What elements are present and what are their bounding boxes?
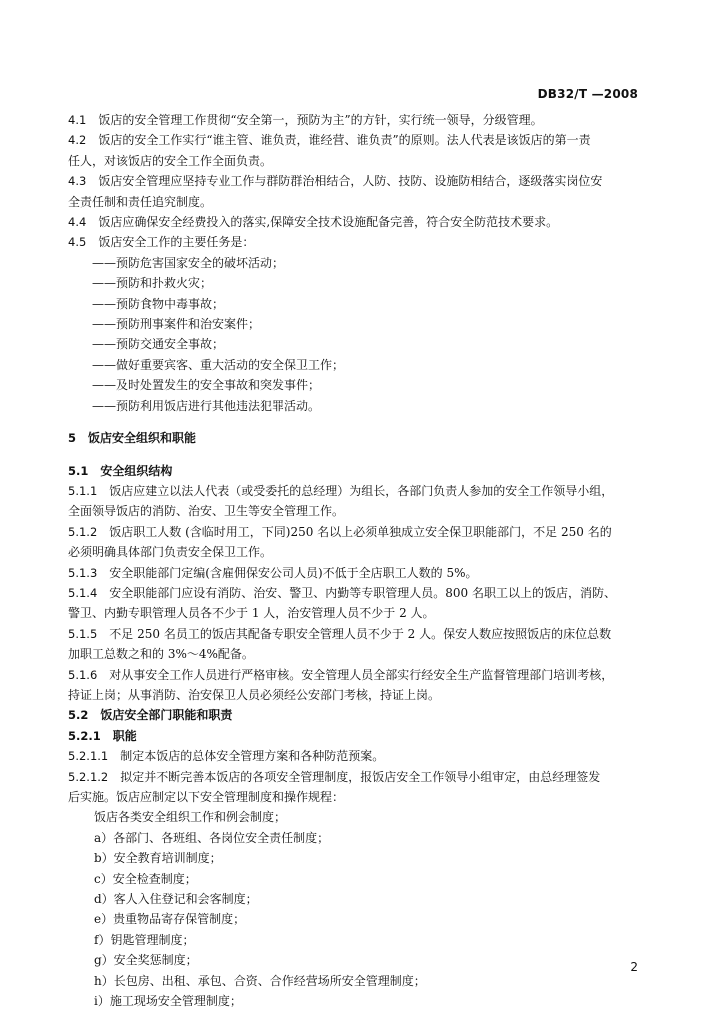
- clause-5-1-2-cont: 必须明确具体部门负责安全保卫工作。: [68, 545, 273, 560]
- section-number: 5.2: [68, 708, 89, 723]
- task-list-item: ——预防食物中毒事故；: [92, 296, 225, 311]
- clause-4-5: [68, 232, 640, 252]
- clause-text: 饭店安全工作的主要任务是：: [98, 235, 255, 250]
- clause-text: 饭店的安全工作实行“谁主管、谁负责，谁经营、谁负责”的原则。法人代表是该饭店的第一责: [98, 133, 591, 148]
- spacer: [68, 416, 640, 428]
- clause-5-2-1-1: [68, 746, 640, 766]
- regulation-list-item: h）长包房、出租、承包、合资、合作经营场所安全管理制度；: [94, 973, 426, 988]
- section-5-heading: [68, 428, 640, 448]
- subsection-5-1-heading: [68, 461, 640, 481]
- clause-text: 安全职能部门应设有消防、治安、警卫、内勤等专职管理人员。800 名职工以上的饭店，消防、: [109, 585, 617, 600]
- clause-5-1-5-cont: 加职工总数之和的 3%～4%配备。: [68, 647, 254, 662]
- clause-5-1-2: [68, 522, 640, 542]
- task-list-item: ——做好重要宾客、重大活动的安全保卫工作；: [92, 357, 345, 372]
- clause-5-1-4: [68, 583, 640, 603]
- clause-number: 5.1.4: [68, 585, 98, 600]
- clause-5-1-1-cont: 全面领导饭店的消防、治安、卫生等安全管理工作。: [68, 504, 345, 519]
- section-title: 饭店安全组织和职能: [88, 431, 197, 446]
- clause-4-2: [68, 130, 640, 150]
- clause-text: 饭店安全管理应坚持专业工作与群防群治相结合，人防、技防、设施防相结合，逐级落实岗位安: [98, 174, 603, 189]
- task-list-item: ——预防和扑救火灾；: [92, 276, 213, 291]
- task-list-item: ——预防危害国家安全的破坏活动；: [92, 255, 285, 270]
- clause-4-3-cont: 全责任制和责任追究制度。: [68, 194, 213, 209]
- clause-number: 4.2: [68, 133, 87, 148]
- clause-5-1-1: [68, 481, 640, 501]
- clause-text: 不足 250 名员工的饭店其配备专职安全管理人员不少于 2 人。保安人数应按照饭店的床位总数: [109, 626, 612, 641]
- regulation-list-item: c）安全检查制度；: [94, 871, 197, 886]
- page-number: 2: [630, 960, 638, 974]
- clause-5-1-6-cont: 持证上岗；从事消防、治安保卫人员必须经公安部门考核，持证上岗。: [68, 687, 441, 702]
- clause-5-1-6: [68, 665, 640, 685]
- regulation-list-item: g）安全奖惩制度；: [94, 953, 198, 968]
- task-list-item: ——预防交通安全事故；: [92, 337, 225, 352]
- clause-5-1-3: [68, 563, 640, 583]
- regulation-list-item: a）各部门、各班组、各岗位安全责任制度；: [94, 830, 330, 845]
- section-number: 5.1: [68, 463, 89, 478]
- clause-number: 5.1.2: [68, 524, 98, 539]
- clause-4-1: [68, 110, 640, 130]
- subsection-5-2-1-heading: [68, 726, 640, 746]
- regulation-list-intro: 饭店各类安全组织工作和例会制度；: [94, 810, 287, 825]
- clause-number: 4.4: [68, 215, 87, 230]
- regulation-list-item: i）施工现场安全管理制度；: [94, 994, 242, 1009]
- subsection-5-2-heading: [68, 705, 640, 725]
- task-list-item: ——预防刑事案件和治安案件；: [92, 317, 261, 332]
- section-title: 职能: [112, 728, 137, 743]
- clause-number: 5.1.1: [68, 483, 98, 498]
- section-title: 安全组织结构: [100, 463, 173, 478]
- clause-number: 5.1.3: [68, 565, 98, 580]
- regulation-list-item: f）钥匙管理制度；: [94, 932, 195, 947]
- clause-5-2-1-2-cont: 后实施。饭店应制定以下安全管理制度和操作规程：: [68, 790, 345, 804]
- section-number: 5: [68, 431, 77, 446]
- standard-code-header: DB32/T —2008: [537, 87, 638, 101]
- clause-4-4: [68, 212, 640, 232]
- section-title: 饭店安全部门职能和职责: [100, 708, 233, 723]
- clause-4-3: [68, 171, 640, 191]
- regulation-list-item: d）客人入住登记和会客制度；: [94, 892, 258, 907]
- clause-number: 5.1.6: [68, 667, 98, 682]
- clause-number: 4.3: [68, 174, 87, 189]
- clause-number: 5.2.1.2: [68, 769, 109, 784]
- regulation-list-item: e）贵重物品寄存保管制度；: [94, 912, 246, 927]
- clause-number: 5.2.1.1: [68, 749, 109, 764]
- clause-text: 饭店应确保安全经费投入的落实,保障安全技术设施配备完善，符合安全防范技术要求。: [98, 215, 559, 230]
- clause-5-1-4-cont: 警卫、内勤专职管理人员各不少于 1 人，治安管理人员不少于 2 人。: [68, 606, 435, 621]
- clause-text: 饭店应建立以法人代表（或受委托的总经理）为组长，各部门负责人参加的安全工作领导小组，: [109, 483, 614, 498]
- clause-number: 4.5: [68, 235, 87, 250]
- section-number: 5.2.1: [68, 728, 101, 743]
- clause-4-2-cont: 任人，对该饭店的安全工作全面负责。: [68, 153, 273, 168]
- clause-5-2-1-2: [68, 767, 640, 787]
- clause-text: 饭店职工人数 (含临时用工，下同)250 名以上必须单独成立安全保卫职能部门，不足 250 名的: [109, 524, 612, 539]
- clause-text: 对从事安全工作人员进行严格审核。安全管理人员全部实行经安全生产监督管理部门培训考核，: [109, 667, 614, 682]
- spacer: [68, 449, 640, 461]
- clause-text: 安全职能部门定编(含雇佣保安公司人员)不低于全店职工人数的 5%。: [109, 565, 478, 580]
- document-body: [68, 110, 640, 1011]
- clause-text: 饭店的安全管理工作贯彻“安全第一，预防为主”的方针，实行统一领导，分级管理。: [98, 113, 543, 127]
- clause-number: 4.1: [68, 113, 87, 127]
- task-list-item: ——及时处置发生的安全事故和突发事件；: [92, 378, 321, 393]
- clause-5-1-5: [68, 624, 640, 644]
- regulation-list-item: b）安全教育培训制度；: [94, 851, 222, 866]
- task-list-item: ——预防利用饭店进行其他违法犯罪活动。: [92, 398, 321, 413]
- clause-text: 制定本饭店的总体安全管理方案和各种防范预案。: [120, 749, 385, 764]
- clause-text: 拟定并不断完善本饭店的各项安全管理制度，报饭店安全工作领导小组审定，由总经理签发: [120, 769, 601, 784]
- clause-number: 5.1.5: [68, 626, 98, 641]
